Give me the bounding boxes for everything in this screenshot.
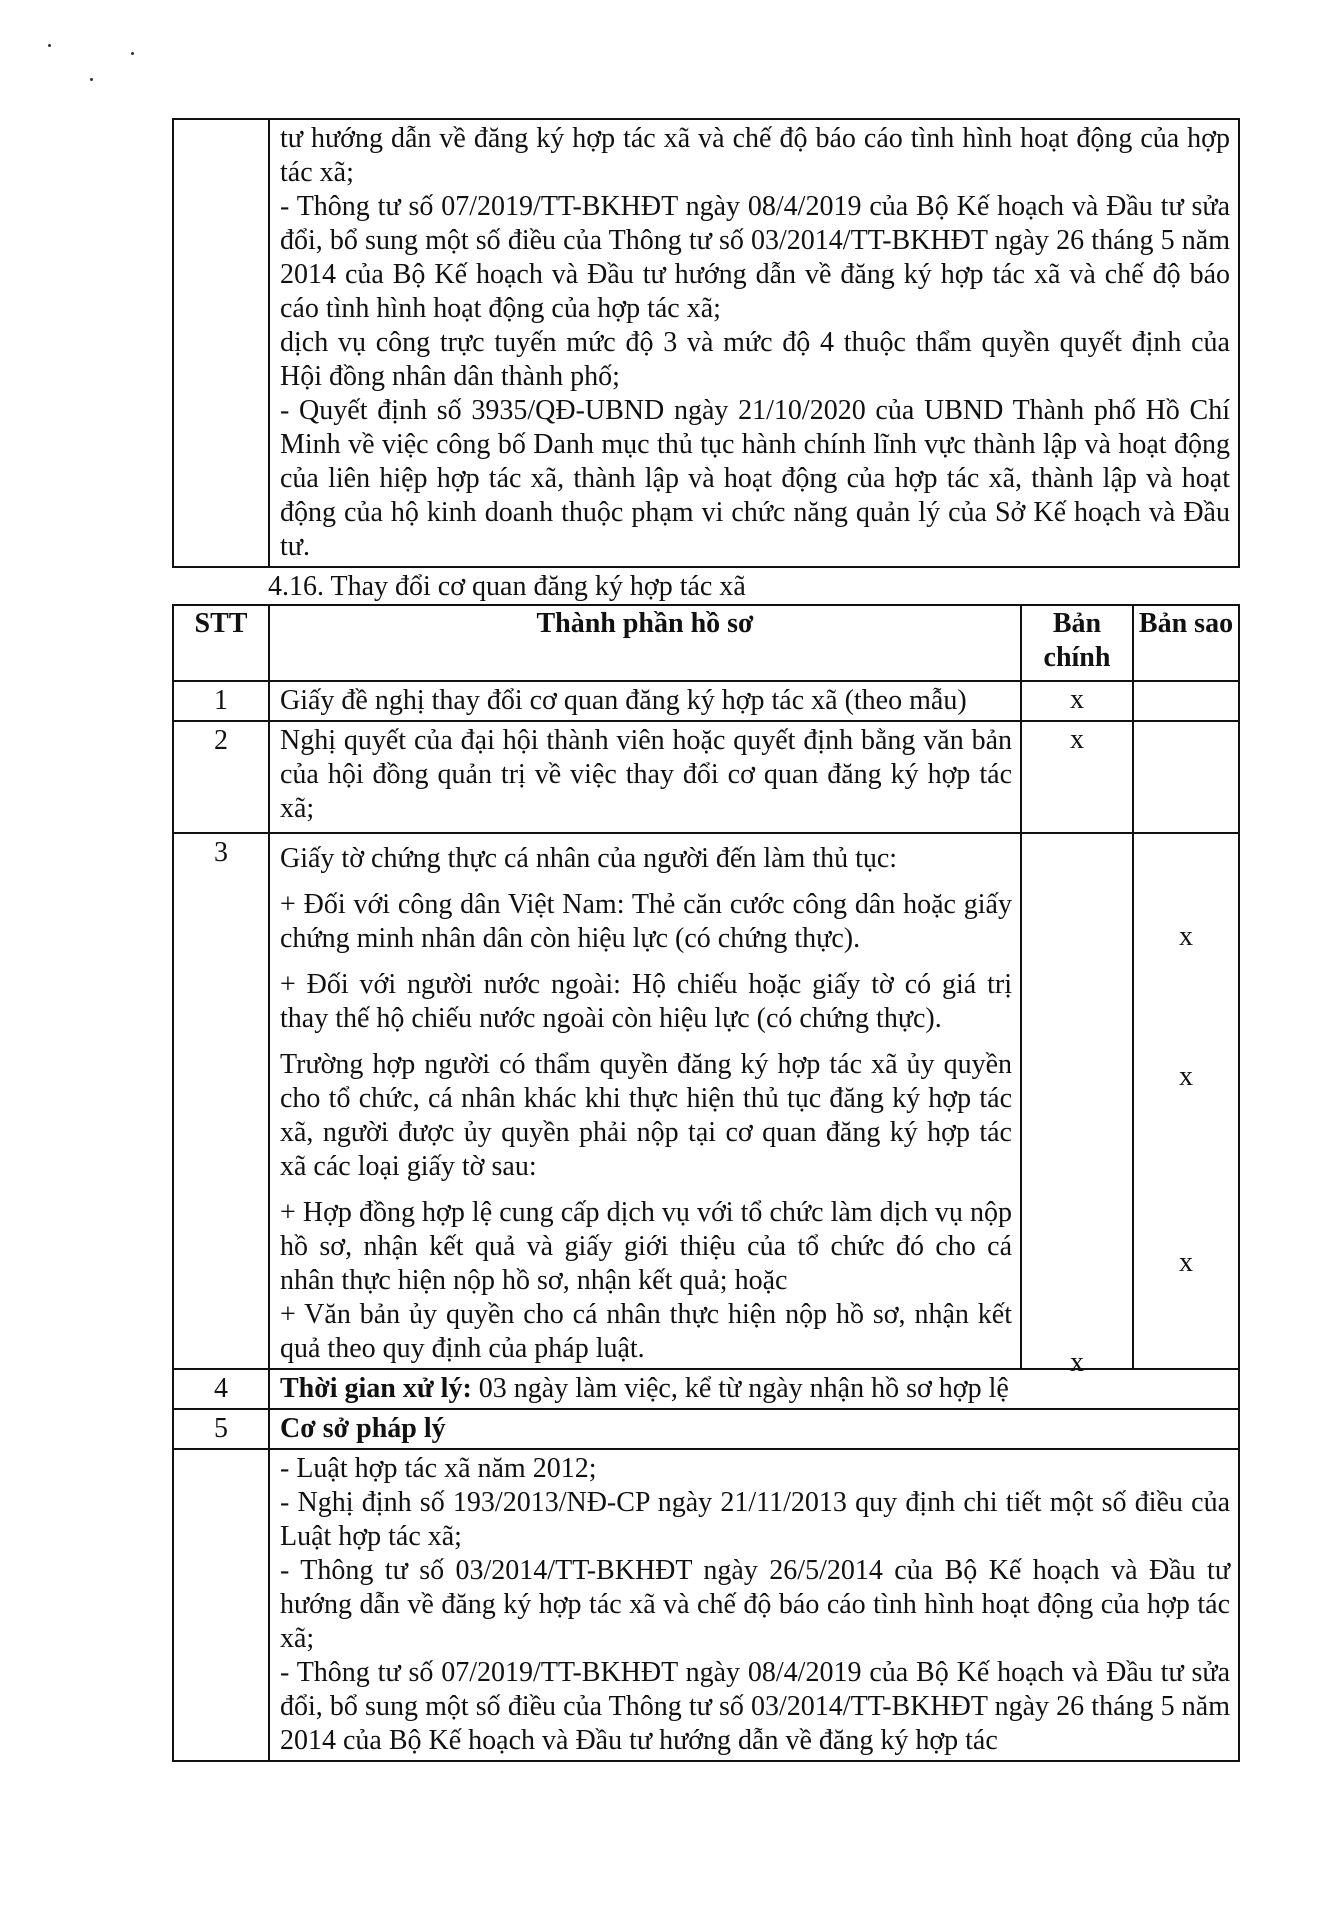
legal-line: - Quyết định số 3935/QĐ-UBND ngày 21/10/2020 của UBND Thành phố Hồ Chí Minh về việc công bố Danh mục thủ tục hành chính lĩnh vực thành lập và hoạt động của liên hiệp hợp tác xã, thành lập và hoạt động của hợp tác xã, thành lập và hoạt động của hộ kinh doanh thuộc phạm vi chức năng quản lý của Sở Kế hoạch và Đầu tư. bbox=[280, 395, 1230, 562]
table-row bbox=[173, 833, 1239, 1369]
scan-speck bbox=[131, 52, 134, 55]
stt-cell: 1 bbox=[173, 681, 269, 721]
copy-mark: x bbox=[1179, 1061, 1193, 1092]
identity-intro: Giấy tờ chứng thực cá nhân của người đến làm thủ tục: bbox=[280, 843, 898, 874]
section-title: 4.16. Thay đổi cơ quan đăng ký hợp tác xã bbox=[268, 571, 746, 602]
legal-line: - Thông tư số 07/2019/TT-BKHĐT ngày 08/4/2019 của Bộ Kế hoạch và Đầu tư sửa đổi, bổ sung một số điều của Thông tư số 03/2014/TT-BKHĐT ngày 26 tháng 5 năm 2014 của Bộ Kế hoạch và Đầu tư hướng dẫn về đăng ký hợp tác xã và chế độ báo cáo tình hình hoạt động của hợp tác xã; bbox=[280, 191, 1230, 324]
processing-time-value: 03 ngày làm việc, kể từ ngày nhận hồ sơ hợp lệ bbox=[471, 1373, 1009, 1404]
header-original: Bản chính bbox=[1021, 605, 1133, 681]
component-cell bbox=[269, 833, 1021, 1369]
legal-line: - Thông tư số 07/2019/TT-BKHĐT ngày 08/4/2019 của Bộ Kế hoạch và Đầu tư sửa đổi, bổ sung một số điều của Thông tư số 03/2014/TT-BKHĐT ngày 26 tháng 5 năm 2014 của Bộ Kế hoạch và Đầu tư hướng dẫn về đăng ký hợp tác bbox=[280, 1657, 1230, 1756]
legal-line: dịch vụ công trực tuyến mức độ 3 và mức độ 4 thuộc thẩm quyền quyết định của Hội đồng nhân dân thành phố; bbox=[280, 327, 1230, 392]
stt-cell: 4 bbox=[173, 1369, 269, 1409]
stt-cell: 5 bbox=[173, 1409, 269, 1449]
copy-mark: x bbox=[1179, 1247, 1193, 1278]
documents-table bbox=[172, 604, 1240, 1762]
component-cell: Giấy đề nghị thay đổi cơ quan đăng ký hợp tác xã (theo mẫu) bbox=[269, 681, 1021, 721]
copy-mark bbox=[1133, 721, 1239, 833]
legal-line: tư hướng dẫn về đăng ký hợp tác xã và chế độ báo cáo tình hình hoạt động của hợp tác xã; bbox=[280, 123, 1230, 188]
vietnamese-citizen: + Đối với công dân Việt Nam: Thẻ căn cước công dân hoặc giấy chứng minh nhân dân còn hiệu lực (có chứng thực). bbox=[280, 889, 1012, 954]
original-mark-cell bbox=[1021, 833, 1133, 1378]
original-mark: x bbox=[1021, 721, 1133, 833]
table-row bbox=[173, 721, 1239, 833]
table-row bbox=[173, 119, 1239, 567]
table-row bbox=[173, 1409, 1239, 1449]
foreigner: + Đối với người nước ngoài: Hộ chiếu hoặc giấy tờ có giá trị thay thế hộ chiếu nước ngoài còn hiệu lực (có chứng thực). bbox=[280, 969, 1012, 1034]
scan-speck bbox=[48, 44, 51, 47]
header-row bbox=[173, 605, 1239, 681]
header-component: Thành phần hồ sơ bbox=[269, 605, 1021, 681]
table-row bbox=[173, 1449, 1239, 1761]
component-cell: Nghị quyết của đại hội thành viên hoặc quyết định bằng văn bản của hội đồng quản trị về việc thay đổi cơ quan đăng ký hợp tác xã; bbox=[269, 721, 1021, 833]
copy-mark bbox=[1133, 681, 1239, 721]
stt-cell bbox=[173, 119, 269, 567]
legal-line: - Nghị định số 193/2013/NĐ-CP ngày 21/11/2013 quy định chi tiết một số điều của Luật hợp tác xã; bbox=[280, 1487, 1230, 1552]
header-stt: STT bbox=[173, 605, 269, 681]
legal-line: - Luật hợp tác xã năm 2012; bbox=[280, 1453, 597, 1484]
scan-speck bbox=[90, 78, 93, 81]
header-copy: Bản sao bbox=[1133, 605, 1239, 681]
service-contract: + Hợp đồng hợp lệ cung cấp dịch vụ với tổ chức làm dịch vụ nộp hồ sơ, nhận kết quả và giấy giới thiệu của tổ chức đó cho cá nhân thực hiện nộp hồ sơ, nhận kết quả; hoặc bbox=[280, 1197, 1012, 1296]
stt-cell: 2 bbox=[173, 721, 269, 833]
authorized-person: Trường hợp người có thẩm quyền đăng ký hợp tác xã ủy quyền cho tổ chức, cá nhân khác khi thực hiện thủ tục đăng ký hợp tác xã, người được ủy quyền phải nộp tại cơ quan đăng ký hợp tác xã các loại giấy tờ sau: bbox=[280, 1049, 1012, 1182]
legal-line: - Thông tư số 03/2014/TT-BKHĐT ngày 26/5/2014 của Bộ Kế hoạch và Đầu tư hướng dẫn về đăng ký hợp tác xã và chế độ báo cáo tình hình hoạt động của hợp tác xã; bbox=[280, 1555, 1230, 1654]
stt-cell: 3 bbox=[173, 833, 269, 1369]
original-mark: x bbox=[1070, 1347, 1084, 1378]
table-row bbox=[173, 681, 1239, 721]
continuation-table bbox=[172, 118, 1240, 568]
copy-mark: x bbox=[1179, 921, 1193, 952]
original-mark: x bbox=[1021, 681, 1133, 721]
power-of-attorney: + Văn bản ủy quyền cho cá nhân thực hiện nộp hồ sơ, nhận kết quả theo quy định của pháp luật. bbox=[280, 1299, 1012, 1364]
processing-time-label: Thời gian xử lý: bbox=[280, 1373, 472, 1404]
legal-basis-label: Cơ sở pháp lý bbox=[269, 1409, 1239, 1449]
legal-basis-continued bbox=[269, 119, 1239, 567]
copy-mark-cell bbox=[1133, 833, 1239, 1369]
legal-basis-list bbox=[269, 1449, 1239, 1761]
stt-cell bbox=[173, 1449, 269, 1761]
